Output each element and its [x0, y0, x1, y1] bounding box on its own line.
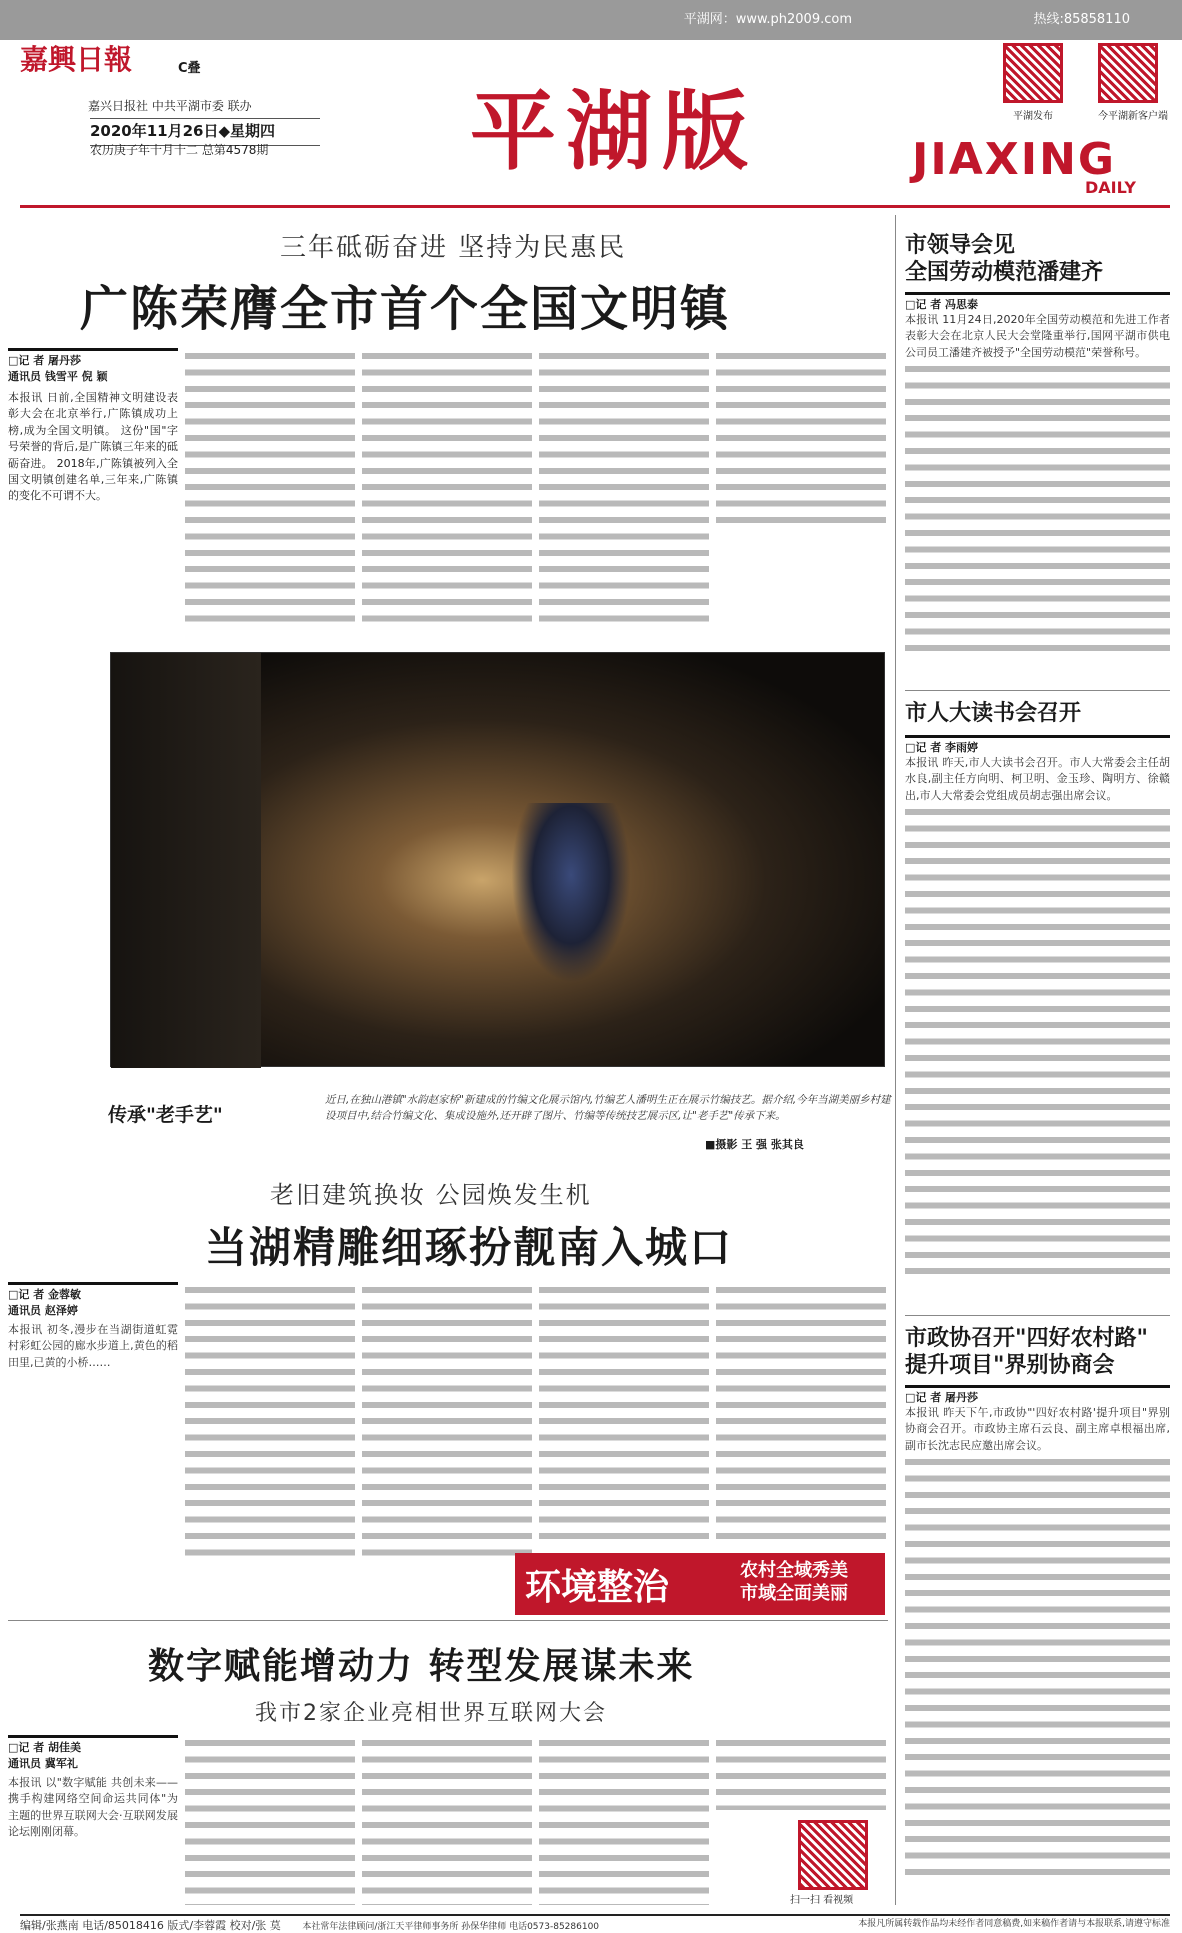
second-column-2 — [185, 1282, 355, 1562]
qr-caption: 今平湖新客户端 — [1098, 111, 1168, 122]
third-headline: 数字赋能增动力 转型发展谋未来 — [148, 1645, 695, 1687]
qr-code-icon[interactable] — [1098, 43, 1158, 103]
second-kicker: 老旧建筑换妆 公园焕发生机 — [270, 1181, 592, 1209]
craftsman-figure — [511, 803, 631, 983]
publisher-line: 嘉兴日报社 中共平湖市委 联办 — [88, 99, 252, 113]
third-paragraph: 本报讯 以"数字赋能 共创未来——携手构建网络空间命运共同体"为主题的世界互联网大会·互联网发展论坛刚刚闭幕。 — [8, 1776, 178, 1839]
issue-date: 2020年11月26日◆星期四 — [90, 118, 320, 146]
third-subhead: 我市2家企业亮相世界互联网大会 — [255, 1701, 607, 1726]
sidebar-paragraph: 本报讯 11月24日,2020年全国劳动模范和先进工作者表彰大会在北京人民大会堂隆重举行,国网平湖市供电公司员工潘建齐被授予"全国劳动模范"荣誉称号。 — [905, 313, 1170, 359]
second-headline: 当湖精雕细琢扮靓南入城口 — [205, 1223, 734, 1272]
lead-headline: 广陈荣膺全市首个全国文明镇 — [80, 281, 731, 337]
lead-column-5 — [716, 348, 886, 528]
photo-title: 传承"老手艺" — [108, 1104, 223, 1126]
lead-byline: □记 者 屠丹莎 通讯员 钱雪平 倪 颖 — [8, 348, 178, 385]
third-byline: □记 者 胡佳美 通讯员 冀军礼 — [8, 1735, 178, 1772]
environment-badge — [515, 1553, 885, 1615]
newspaper-logo: 嘉興日報 — [20, 43, 133, 76]
lead-column-3 — [362, 348, 532, 630]
footer-editor: 编辑/张燕南 电话/85018416 版式/李蓉霞 校对/张 莫 — [20, 1919, 281, 1932]
sidebar-headline: 市政协召开"四好农村路" 提升项目"界别协商会 — [905, 1325, 1148, 1378]
column-divider — [895, 215, 896, 1905]
sidebar-column — [905, 755, 1170, 1305]
qr-code-icon[interactable] — [1003, 43, 1063, 103]
lead-column-2 — [185, 348, 355, 630]
sidebar-column — [905, 1405, 1170, 1905]
sidebar-divider — [905, 690, 1170, 691]
second-paragraph: 本报讯 初冬,漫步在当湖街道虹霓村彩虹公园的廊水步道上,黄色的稻田里,已黄的小桥…… — [8, 1323, 178, 1369]
daily-logo: JIAXING — [912, 134, 1117, 185]
sidebar-paragraph: 本报讯 昨天下午,市政协"'四好农村路'提升项目"界别协商会召开。市政协主席石云良、副主席卓根福出席,副市长沈志民应邀出席会议。 — [905, 1406, 1170, 1452]
lunar-date: 农历庚子年十月十二 总第4578期 — [90, 143, 269, 157]
top-bar — [0, 0, 1182, 40]
badge-title: 环境整治 — [525, 1566, 670, 1608]
website-text[interactable]: 平湖网：www.ph2009.com — [683, 12, 852, 27]
lead-kicker: 三年砥砺奋进 坚持为民惠民 — [280, 233, 627, 263]
lead-column-4 — [539, 348, 709, 630]
footer-notice: 本报凡所属转载作品均未经作者同意稿费,如来稿作者请与本报联系,请遵守标准 — [858, 1919, 1170, 1929]
bamboo-craft-photo — [110, 652, 885, 1067]
photo-credit: ■摄影 王 强 张其良 — [705, 1138, 804, 1151]
lead-column-1 — [8, 390, 178, 630]
second-column-4 — [539, 1282, 709, 1542]
footer-legal: 本社常年法律顾问/浙江天平律师事务所 孙保华律师 电话0573-85286100 — [302, 1922, 600, 1932]
third-column-2 — [185, 1735, 355, 1905]
sidebar-paragraph: 本报讯 昨天,市人大读书会召开。市人大常委会主任胡水良,副主任方向明、柯卫明、金玉珍、陶明方、徐赣出,市人大常委会党组成员胡志强出席会议。 — [905, 756, 1170, 802]
sidebar-headline: 市领导会见 全国劳动模范潘建齐 — [905, 232, 1104, 285]
second-column-5 — [716, 1282, 886, 1542]
footer — [20, 1914, 1170, 1933]
sidebar-column — [905, 312, 1170, 682]
video-qr-code-icon[interactable] — [798, 1820, 868, 1890]
qr-caption: 平湖发布 — [1013, 111, 1053, 122]
sidebar-byline: □记 者 屠丹莎 — [905, 1385, 1170, 1406]
daily-logo-small: DAILY — [1085, 178, 1136, 197]
sidebar-divider — [905, 1315, 1170, 1316]
badge-subtitle: 农村全域秀美 市域全面美丽 — [740, 1560, 848, 1604]
lead-paragraph: 这份"国"字号荣誉的背后,是广陈镇三年来的砥砺奋进。 — [8, 423, 178, 470]
sidebar-headline: 市人大读书会召开 — [905, 700, 1082, 726]
lead-paragraph: 2018年,广陈镇被列入全国文明镇创建名单,三年来,广陈镇的变化不可谓不大。 — [8, 456, 178, 503]
second-column-1 — [8, 1322, 178, 1562]
lead-paragraph: 本报讯 日前,全国精神文明建设表彰大会在北京举行,广陈镇成功上榜,成为全国文明镇。 — [8, 391, 178, 437]
section-divider — [8, 1620, 888, 1621]
photo-caption: 近日,在独山港镇"水韵赵家桥"新建成的竹编文化展示馆内,竹编艺人潘明生正在展示竹编技艺。据介绍,今年当湖美丽乡村建设项目中,结合竹编文化、集成设施外,还开辟了图片、竹编等传统技艺展示区,让"老手艺"传承下来。 — [325, 1094, 891, 1122]
photo-wall — [111, 653, 261, 1068]
third-column-4 — [539, 1735, 709, 1905]
second-byline: □记 者 金蓉敏 通讯员 赵泽婷 — [8, 1282, 178, 1319]
sidebar-byline: □记 者 冯思泰 — [905, 292, 1170, 313]
sidebar-byline: □记 者 李雨婷 — [905, 735, 1170, 756]
edition-title: 平湖版 — [470, 81, 758, 182]
qr-caption: 扫一扫 看视频 — [790, 1895, 854, 1906]
edition-suffix: C叠 — [178, 61, 201, 76]
masthead-divider — [20, 205, 1170, 208]
hotline-text: 热线:85858110 — [1033, 12, 1130, 27]
third-column-1 — [8, 1775, 178, 1905]
third-column-3 — [362, 1735, 532, 1905]
second-column-3 — [362, 1282, 532, 1562]
third-column-5 — [716, 1735, 886, 1810]
